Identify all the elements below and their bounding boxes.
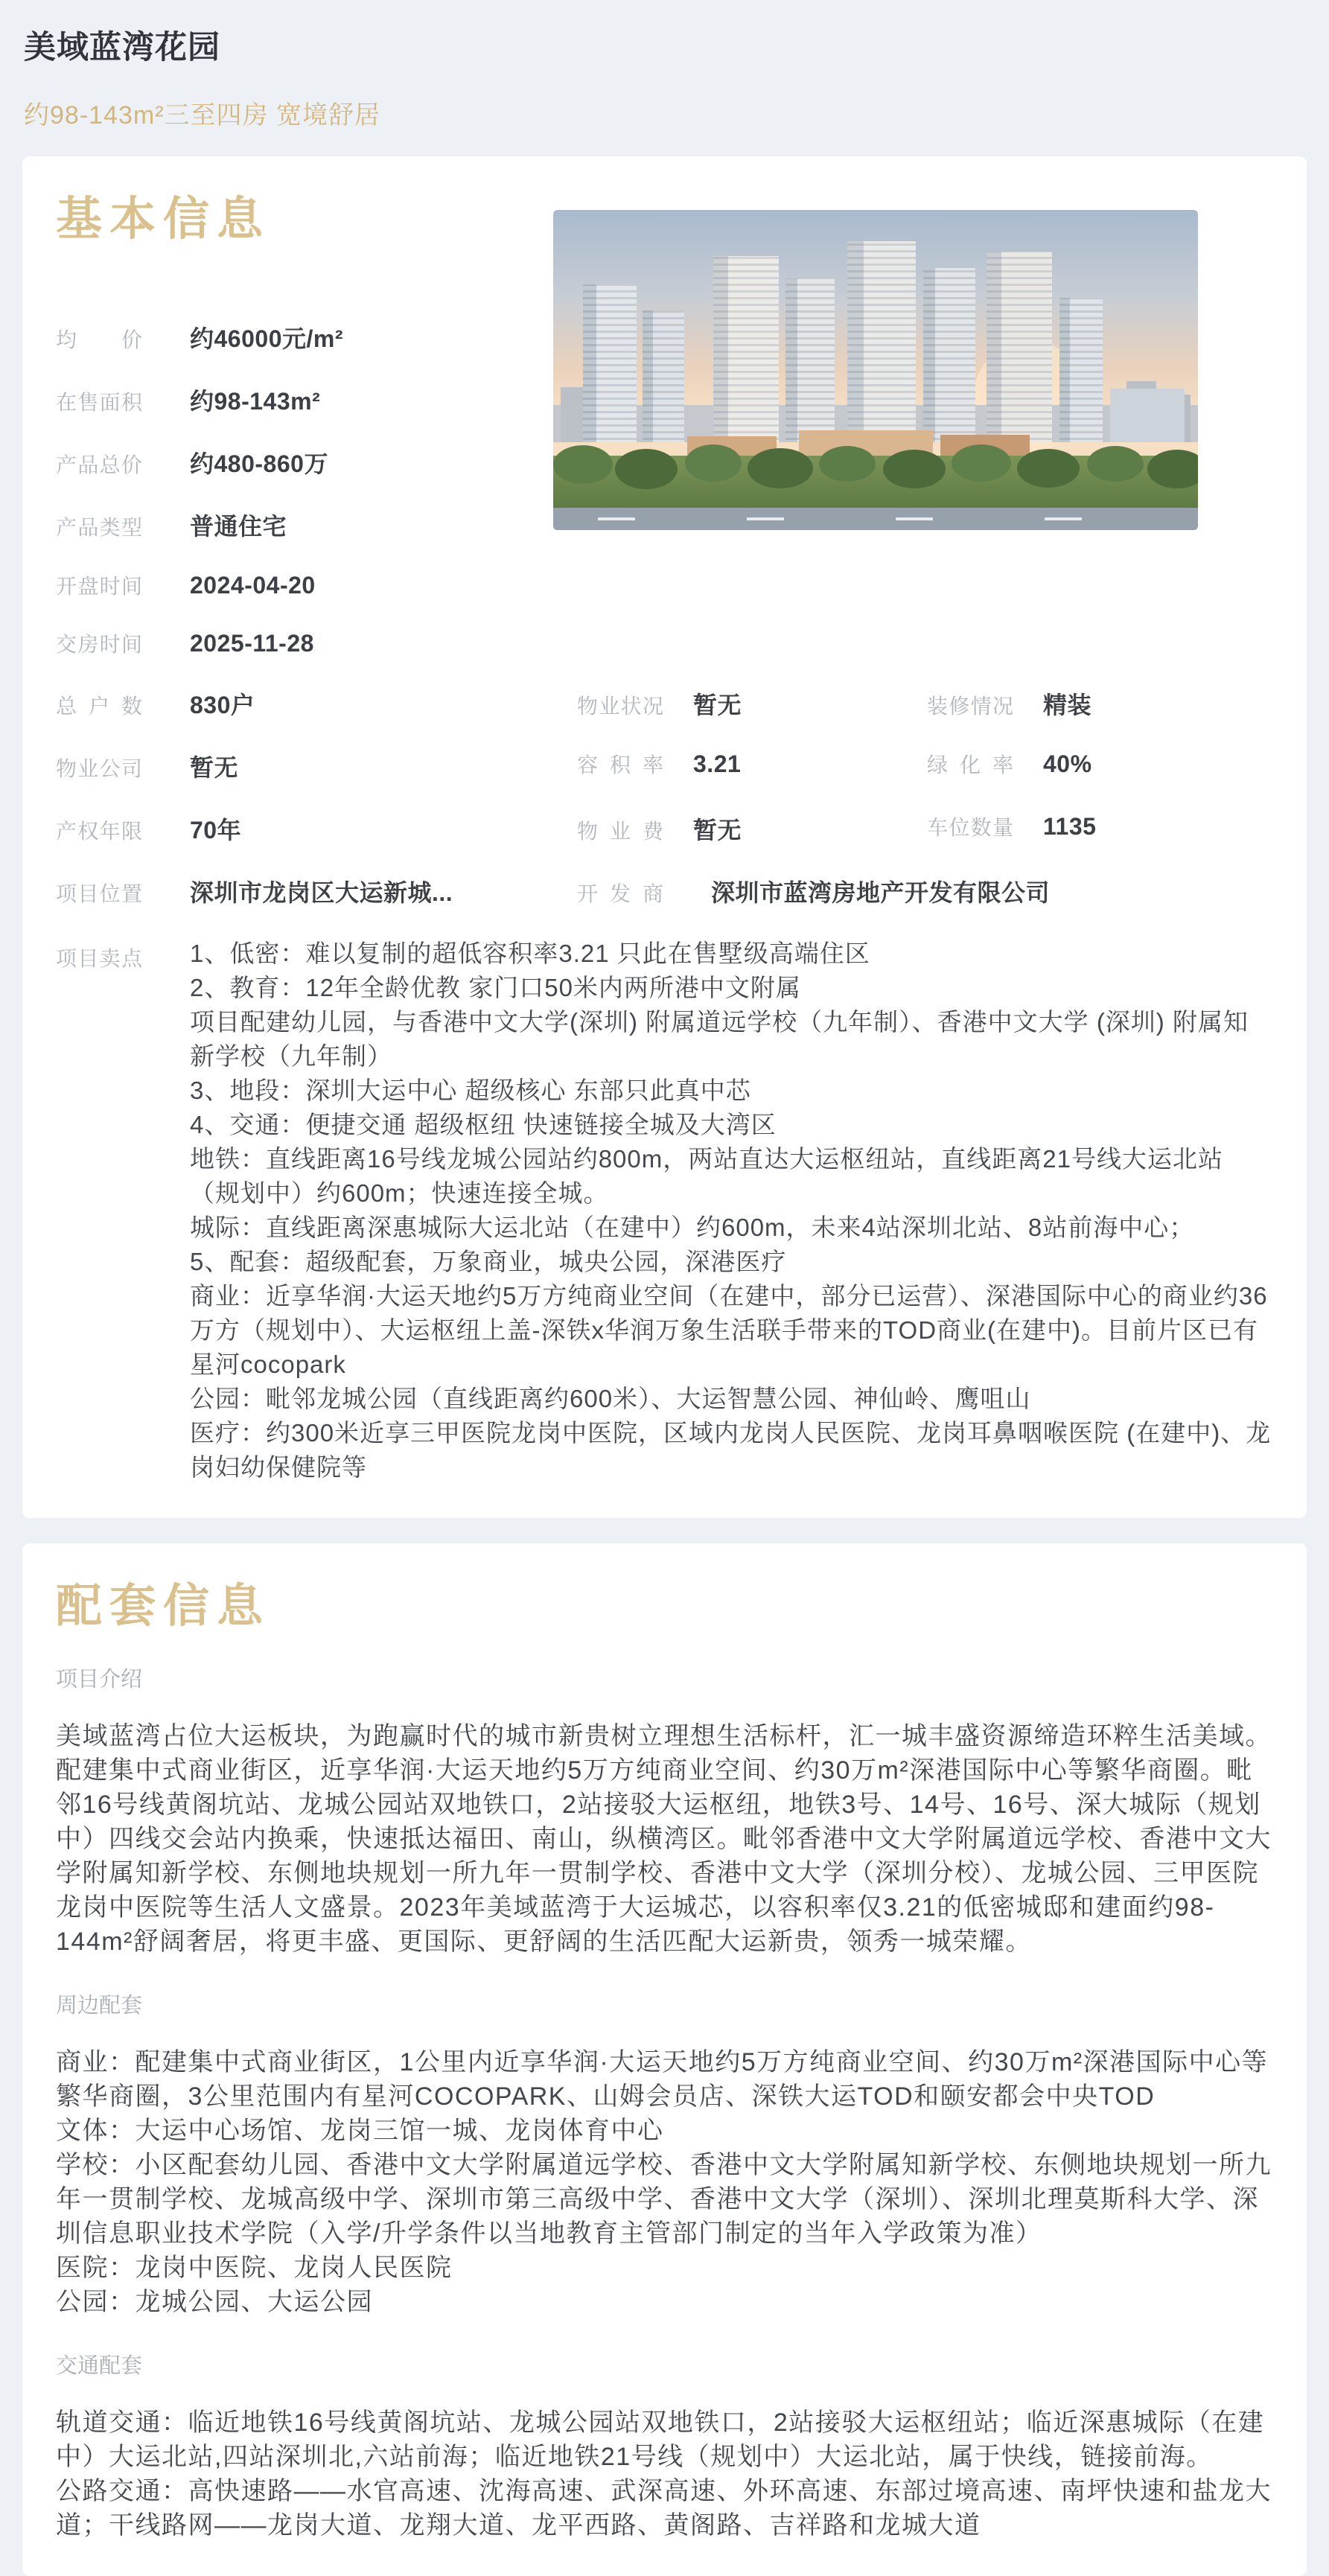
field-label: 项目位置	[56, 882, 142, 905]
selling-point-line: 商业：近享华润·大运天地约5万方纯商业空间（在建中，部分已运营）、深港国际中心的商业约36万方（规划中）、大运枢纽上盖-深铁x华润万象生活联手带来的TOD商业(在建中)。目前片区已有星河cocopark	[190, 1282, 1268, 1378]
amenity-info-heading: 配套信息	[56, 1581, 271, 1632]
section-paragraph: 美域蓝湾占位大运板块，为跑赢时代的城市新贵树立理想生活标杆，汇一城丰盛资源缔造环粹生活美域。配建集中式商业街区，近享华润·大运天地约5万方纯商业空间、约30万m²深港国际中心等繁华商圈。毗邻16号线黄阁坑站、龙城公园站双地铁口，2站接驳大运枢纽，地铁3号、14号、16号、深大城际（规划中）四线交会站内换乘，快速抵达福田、南山，纵横湾区。毗邻香港中文大学附属道远学校、香港中文大学附属知新学校、东侧地块规划一所九年一贯制学校、香港中文大学（深圳分校）、龙城公园、三甲医院龙岗中医院等生活人文盛景。2023年美域蓝湾于大运城芯，以容积率仅3.21的低密城邸和建面约98-144m²舒阔奢居，将更丰盛、更国际、更舒阔的生活匹配大运新贵，领秀一城荣耀。	[56, 1722, 1272, 1956]
selling-point-line: 1、低密：难以复制的超低容积率3.21 只此在售墅级高端住区	[190, 940, 870, 967]
field-plot-ratio	[577, 749, 927, 783]
field-parking-count	[927, 812, 1273, 846]
field-property-company	[56, 749, 577, 783]
amenity-info-card	[22, 1543, 1307, 2576]
section-paragraph: 医院：龙岗中医院、龙岗人民医院	[56, 2254, 453, 2282]
field-label: 装修情况	[927, 695, 1013, 718]
field-value: 约480-860万	[190, 450, 328, 477]
field-label: 在售面积	[56, 391, 142, 414]
selling-point-line: 4、交通：便捷交通 超级枢纽 快速链接全城及大湾区	[190, 1111, 777, 1138]
field-label: 产品类型	[56, 516, 142, 539]
field-decoration	[927, 686, 1273, 721]
field-label: 容积率	[577, 753, 663, 777]
field-label: 交房时间	[56, 633, 142, 656]
selling-point-line: 城际：直线距离深惠城际大运北站（在建中）约600m，未来4站深圳北站、8站前海中心；	[190, 1214, 1195, 1241]
field-value: 40%	[1043, 750, 1092, 777]
field-value: 3.21	[693, 750, 742, 777]
section-subheading: 交通配套	[56, 2354, 143, 2378]
selling-point-line: 3、地段：深圳大运中心 超级核心 东部只此真中芯	[190, 1077, 751, 1104]
field-property-status	[577, 686, 927, 721]
field-label: 产品总价	[56, 453, 142, 476]
field-value[interactable]: 深圳市龙岗区大运新城...	[190, 879, 453, 906]
basic-info-card	[22, 156, 1307, 1518]
field-value: 70年	[190, 817, 242, 844]
field-total-households	[56, 686, 577, 721]
selling-point-line: 项目配建幼儿园，与香港中文大学(深圳) 附属道远学校（九年制）、香港中文大学 (深圳) 附属知新学校（九年制）	[190, 1008, 1249, 1070]
field-label: 开发商	[577, 882, 663, 905]
field-value: 深圳市蓝湾房地产开发有限公司	[711, 879, 1051, 906]
selling-points	[56, 937, 1273, 1485]
field-value: 约46000元/m²	[190, 325, 343, 352]
field-row-company	[56, 749, 1273, 783]
selling-point-line: 医疗：约300米近享三甲医院龙岗中医院，区域内龙岗人民医院、龙岗耳鼻咽喉医院 (在建中)、龙岗妇幼保健院等	[190, 1419, 1272, 1481]
section-nearby-amenities	[56, 1989, 1273, 2319]
selling-point-line: 地铁：直线距离16号线龙城公园站约800m，两站直达大运枢纽站，直线距离21号线大运北站（规划中）约600m；快速连接全城。	[190, 1145, 1223, 1207]
selling-point-line: 公园：毗邻龙城公园（直线距离约600米）、大运智慧公园、神仙岭、鹰咀山	[190, 1385, 1031, 1412]
section-subheading: 项目介绍	[56, 1668, 143, 1692]
page-title: 美域蓝湾花园	[24, 30, 220, 66]
section-paragraph: 轨道交通：临近地铁16号线黄阁坑站、龙城公园站双地铁口，2站接驳大运枢纽站；临近深惠城际（在建中）大运北站,四站深圳北,六站前海；临近地铁21号线（规划中）大运北站，属于快线，链接前海。	[56, 2408, 1265, 2471]
section-paragraph: 文体：大运中心场馆、龙岗三馆一城、龙岗体育中心	[56, 2117, 664, 2145]
section-paragraph: 公路交通：高快速路——水官高速、沈海高速、武深高速、外环高速、东部过境高速、南坪快速和盐龙大道；干线路网——龙岗大道、龙翔大道、龙平西路、黄阁路、吉祥路和龙城大道	[56, 2477, 1272, 2540]
field-value: 2025-11-28	[190, 630, 314, 657]
field-row-households	[56, 686, 1273, 721]
field-label: 物业费	[577, 820, 663, 843]
field-property-fee	[577, 812, 927, 846]
selling-point-line: 2、教育：12年全龄优教 家门口50米内两所港中文附属	[190, 974, 801, 1001]
field-value: 暂无	[190, 754, 239, 781]
field-label: 总户数	[56, 695, 142, 718]
selling-point-line: 5、配套：超级配套，万象商业，城央公园，深港医疗	[190, 1248, 787, 1275]
field-developer	[577, 874, 1273, 908]
section-paragraph: 学校：小区配套幼儿园、香港中文大学附属道远学校、香港中文大学附属知新学校、东侧地块规划一所九年一贯制学校、龙城高级中学、深圳市第三高级中学、香港中文大学（深圳）、深圳北理莫斯科大学、深圳信息职业技术学院（入学/升学条件以当地教育主管部门制定的当年入学政策为准）	[56, 2151, 1272, 2248]
field-location	[56, 874, 577, 908]
building-render	[553, 210, 1198, 530]
field-label: 开盘时间	[56, 575, 142, 598]
field-label: 物业状况	[577, 695, 663, 718]
field-value: 暂无	[693, 817, 742, 844]
section-subheading: 周边配套	[56, 1994, 143, 2018]
field-open-date	[56, 570, 1273, 600]
field-value: 830户	[190, 692, 255, 718]
field-label: 物业公司	[56, 757, 142, 780]
field-value: 约98-143m²	[190, 388, 321, 415]
field-label: 均价	[56, 328, 142, 351]
field-row-rights	[56, 812, 1273, 846]
section-project-intro	[56, 1662, 1273, 1959]
field-value: 普通住宅	[190, 513, 287, 540]
field-label: 绿化率	[927, 753, 1013, 777]
basic-info-heading: 基本信息	[56, 194, 271, 245]
field-row-location	[56, 874, 1273, 908]
field-value: 暂无	[693, 692, 742, 718]
page-subtitle: 约98-143m²三至四房 宽境舒居	[24, 101, 380, 130]
field-greening-rate	[927, 749, 1273, 783]
selling-points-label: 项目卖点	[56, 947, 142, 970]
field-label: 产权年限	[56, 820, 142, 843]
section-paragraph: 公园：龙城公园、大运公园	[56, 2288, 373, 2316]
section-transport	[56, 2349, 1273, 2542]
field-value: 2024-04-20	[190, 572, 316, 599]
section-paragraph: 商业：配建集中式商业街区，1公里内近享华润·大运天地约5万方纯商业空间、约30万m²深港国际中心等繁华商圈，3公里范围内有星河COCOPARK、山姆会员店、深铁大运TOD和颐安都会中央TOD	[56, 2048, 1269, 2111]
field-label: 车位数量	[927, 816, 1013, 839]
property-render-image[interactable]	[553, 210, 1198, 530]
field-value: 精装	[1043, 692, 1092, 718]
field-delivery-date	[56, 628, 1273, 658]
field-value: 1135	[1043, 813, 1097, 840]
field-property-rights	[56, 812, 577, 846]
page-header	[0, 0, 1329, 131]
selling-points-text	[190, 937, 1273, 1485]
